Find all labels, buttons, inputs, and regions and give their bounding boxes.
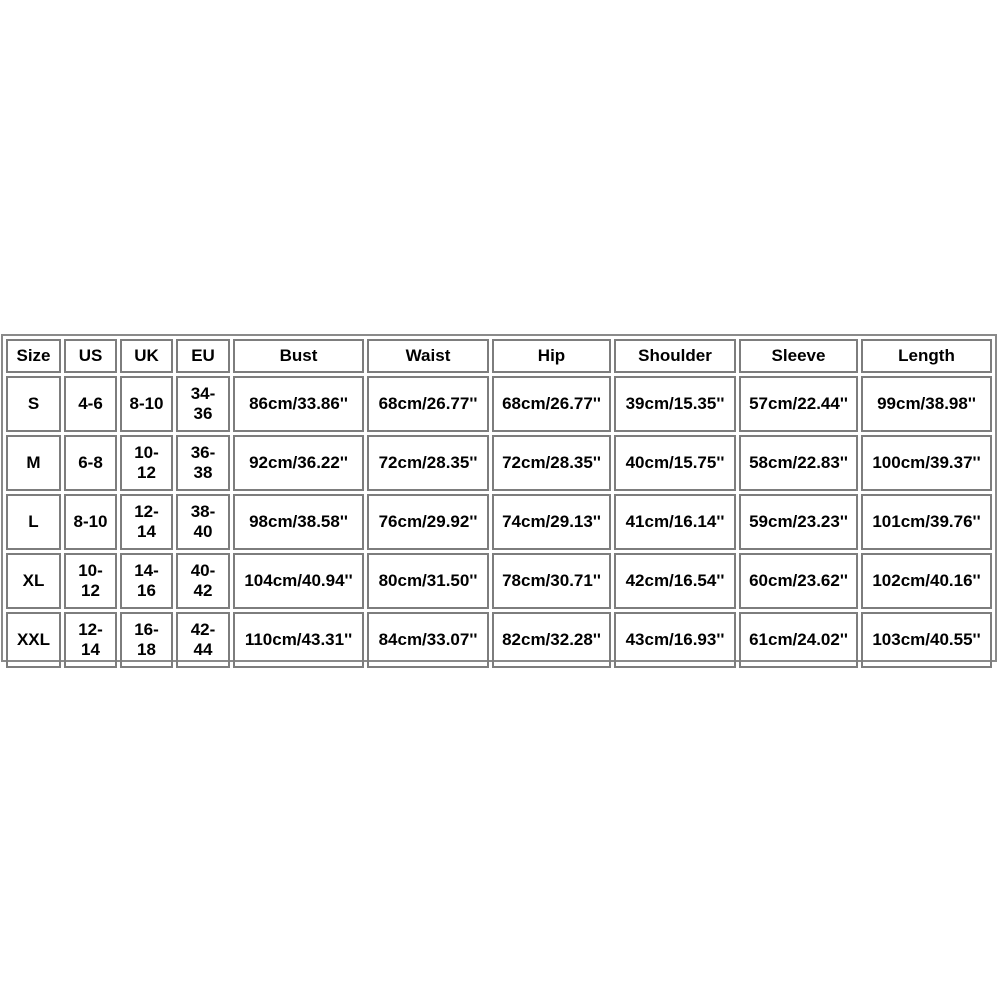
cell-sleeve: 61cm/24.02'' bbox=[739, 612, 858, 668]
header-row bbox=[6, 339, 992, 373]
header-eu: EU bbox=[176, 339, 230, 373]
cell-waist: 84cm/33.07'' bbox=[367, 612, 489, 668]
table-row-xxl bbox=[6, 612, 992, 668]
cell-us bbox=[64, 376, 117, 432]
cell-us-line-2: 14 bbox=[81, 640, 100, 659]
table-row-m bbox=[6, 435, 992, 491]
cell-uk-line-2: 18 bbox=[137, 640, 156, 659]
cell-waist: 72cm/28.35'' bbox=[367, 435, 489, 491]
cell-eu bbox=[176, 553, 230, 609]
cell-length: 103cm/40.55'' bbox=[861, 612, 992, 668]
cell-size: L bbox=[6, 494, 61, 550]
cell-eu-line-2: 44 bbox=[193, 640, 213, 659]
cell-hip: 78cm/30.71'' bbox=[492, 553, 611, 609]
cell-waist: 68cm/26.77'' bbox=[367, 376, 489, 432]
cell-uk-line: 8-10 bbox=[129, 394, 164, 413]
cell-eu bbox=[176, 435, 230, 491]
cell-bust: 92cm/36.22'' bbox=[233, 435, 364, 491]
cell-sleeve: 59cm/23.23'' bbox=[739, 494, 858, 550]
cell-length: 101cm/39.76'' bbox=[861, 494, 992, 550]
cell-hip: 74cm/29.13'' bbox=[492, 494, 611, 550]
cell-uk bbox=[120, 494, 173, 550]
cell-size: XXL bbox=[6, 612, 61, 668]
cell-hip: 68cm/26.77'' bbox=[492, 376, 611, 432]
cell-size: S bbox=[6, 376, 61, 432]
cell-eu-line-1: 34- bbox=[190, 384, 216, 403]
cell-eu-line-2: 36 bbox=[193, 404, 213, 423]
cell-us-line-1: 12- bbox=[78, 620, 103, 639]
cell-shoulder: 40cm/15.75'' bbox=[614, 435, 736, 491]
cell-eu-line-2: 42 bbox=[193, 581, 213, 600]
cell-sleeve: 60cm/23.62'' bbox=[739, 553, 858, 609]
cell-us bbox=[64, 435, 117, 491]
cell-uk-line-1: 12- bbox=[134, 502, 159, 521]
header-size: Size bbox=[6, 339, 61, 373]
cell-eu-line-2: 38 bbox=[193, 463, 213, 482]
cell-uk-line-2: 12 bbox=[137, 463, 156, 482]
header-hip: Hip bbox=[492, 339, 611, 373]
table-row-s bbox=[6, 376, 992, 432]
cell-us bbox=[64, 494, 117, 550]
cell-eu-line-1: 38- bbox=[190, 502, 216, 521]
cell-us-line: 6-8 bbox=[78, 453, 103, 472]
cell-uk bbox=[120, 435, 173, 491]
cell-us bbox=[64, 612, 117, 668]
size-chart-table bbox=[3, 336, 995, 671]
cell-shoulder: 41cm/16.14'' bbox=[614, 494, 736, 550]
header-sleeve: Sleeve bbox=[739, 339, 858, 373]
header-bust: Bust bbox=[233, 339, 364, 373]
cell-hip: 72cm/28.35'' bbox=[492, 435, 611, 491]
cell-uk bbox=[120, 612, 173, 668]
cell-uk-line-1: 14- bbox=[134, 561, 159, 580]
cell-us-line: 4-6 bbox=[78, 394, 103, 413]
cell-shoulder: 39cm/15.35'' bbox=[614, 376, 736, 432]
header-length: Length bbox=[861, 339, 992, 373]
header-shoulder: Shoulder bbox=[614, 339, 736, 373]
cell-bust: 86cm/33.86'' bbox=[233, 376, 364, 432]
cell-bust: 104cm/40.94'' bbox=[233, 553, 364, 609]
header-waist: Waist bbox=[367, 339, 489, 373]
cell-length: 99cm/38.98'' bbox=[861, 376, 992, 432]
cell-eu-line-2: 40 bbox=[193, 522, 213, 541]
cell-waist: 76cm/29.92'' bbox=[367, 494, 489, 550]
cell-length: 100cm/39.37'' bbox=[861, 435, 992, 491]
table-row-l bbox=[6, 494, 992, 550]
cell-eu bbox=[176, 376, 230, 432]
cell-length: 102cm/40.16'' bbox=[861, 553, 992, 609]
cell-bust: 110cm/43.31'' bbox=[233, 612, 364, 668]
size-chart bbox=[1, 334, 997, 662]
cell-sleeve: 58cm/22.83'' bbox=[739, 435, 858, 491]
cell-sleeve: 57cm/22.44'' bbox=[739, 376, 858, 432]
cell-uk-line-2: 16 bbox=[137, 581, 156, 600]
cell-eu-line-1: 40- bbox=[190, 561, 216, 580]
cell-shoulder: 42cm/16.54'' bbox=[614, 553, 736, 609]
cell-waist: 80cm/31.50'' bbox=[367, 553, 489, 609]
cell-us-line-2: 12 bbox=[81, 581, 100, 600]
cell-uk bbox=[120, 553, 173, 609]
cell-uk-line-2: 14 bbox=[137, 522, 156, 541]
cell-hip: 82cm/32.28'' bbox=[492, 612, 611, 668]
cell-shoulder: 43cm/16.93'' bbox=[614, 612, 736, 668]
header-us: US bbox=[64, 339, 117, 373]
cell-us bbox=[64, 553, 117, 609]
header-uk: UK bbox=[120, 339, 173, 373]
cell-uk-line-1: 10- bbox=[134, 443, 159, 462]
cell-size: XL bbox=[6, 553, 61, 609]
cell-eu-line-1: 36- bbox=[190, 443, 216, 462]
cell-us-line: 8-10 bbox=[73, 512, 108, 531]
cell-bust: 98cm/38.58'' bbox=[233, 494, 364, 550]
table-row-xl bbox=[6, 553, 992, 609]
cell-size: M bbox=[6, 435, 61, 491]
cell-uk-line-1: 16- bbox=[134, 620, 159, 639]
cell-us-line-1: 10- bbox=[78, 561, 103, 580]
cell-uk bbox=[120, 376, 173, 432]
cell-eu bbox=[176, 494, 230, 550]
cell-eu bbox=[176, 612, 230, 668]
cell-eu-line-1: 42- bbox=[190, 620, 216, 639]
